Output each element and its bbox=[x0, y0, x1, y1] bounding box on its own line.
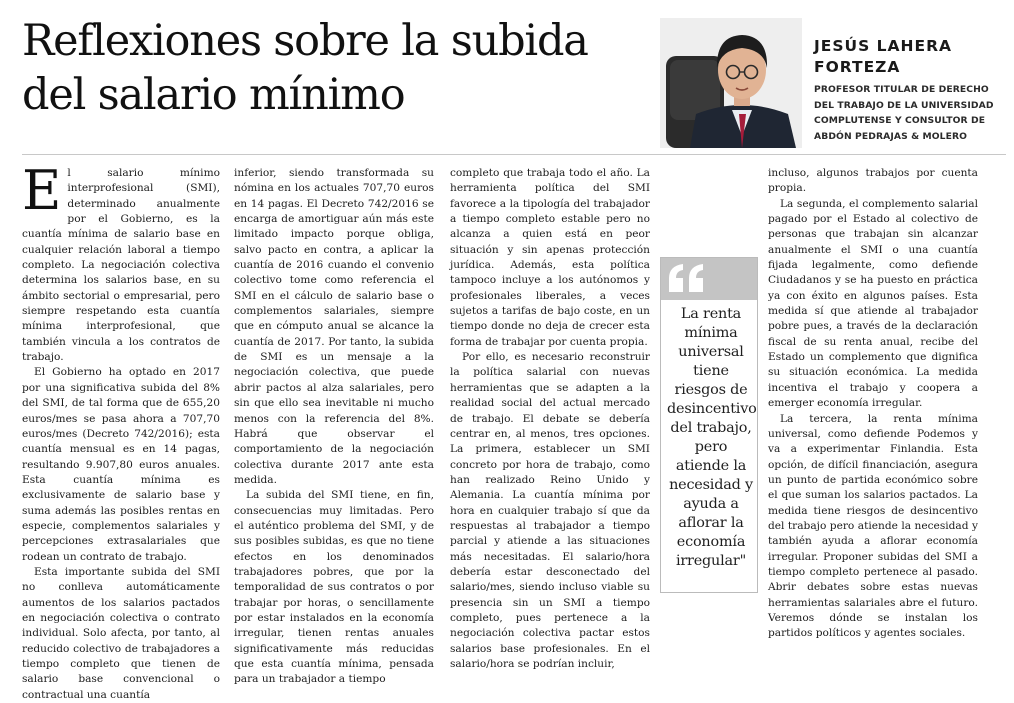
article-paragraph: Esta importante subida del SMI no conlleva automáticamente aumentos de los salarios pactados en negociación colectiva o contrato individual. Solo afecta, por tanto, al reducido colectivo de trabajadores a tiempo completo que tienen de salario base convencional o contractual una cuantía bbox=[22, 565, 220, 701]
article-paragraph: La segunda, el complemento salarial pagado por el Estado al colectivo de personas que trabajan sin alcanzar anualmente el SMI o una cuantía fijada legalmente, como defiende Ciudadanos y se ha puesto en práctica ya con éxito en algunos países. Esta medida sí que atiende al trabajador pobre pues, a través de la declaración fiscal de su renta anual, recibe del Estado un complemento que dignifica su situación económica. La medida incentiva el trabajo y coopera a emerger economía irregular. bbox=[768, 197, 978, 410]
pull-quote bbox=[660, 257, 758, 593]
article-column-2 bbox=[234, 166, 434, 686]
author-title: PROFESOR TITULAR DE DERECHO DEL TRABAJO DE LA UNIVERSIDAD COMPLUTENSE Y CONSULTOR DE ABDÓN PEDRAJAS & MOLERO bbox=[814, 84, 994, 142]
article-paragraph bbox=[22, 159, 220, 365]
article-column-3 bbox=[450, 166, 650, 670]
article-paragraph: Por ello, es necesario reconstruir la política salarial con nuevas herramientas que se adapten a la realidad social del actual mercado de trabajo. El debate se debería centrar en, al menos, tres opciones. La primera, establecer un SMI concreto por hora de trabajo, como han realizado Reino Unido y Alemania. La cuantía mínima por hora en cualquier trabajo sí que da respuestas al trabajador a tiempo parcial y atiende a las situaciones más necesitadas. El salario/hora debería estar desconectado del salario/mes, siendo incluso viable su presencia sin un SMI a tiempo completo, pues pertenece a la negociación colectiva pactar estos salarios base profesionales. En el salario/hora se podrían incluir, bbox=[450, 351, 650, 670]
pull-quote-text: La renta mínima universal tiene riesgos de desincentivo del trabajo, pero atiende la necesidad y ayuda a aflorar la economía irregular" bbox=[667, 306, 757, 569]
paragraph-text: l salario mínimo interprofesional (SMI), determinado anualmente por el Gobierno, es la cuantía mínima de salario base en cualquier relación laboral a tiempo completo. La negociación colectiva determina los salarios base, en su ámbito sectorial o empresarial, pero siempre respetando esta cuantía mínima interprofesional, que también vincula a los contratos de trabajo. bbox=[22, 167, 220, 364]
article-paragraph: incluso, algunos trabajos por cuenta propia. bbox=[768, 167, 978, 195]
drop-cap: E bbox=[22, 159, 62, 222]
article-paragraph: La subida del SMI tiene, en fin, consecuencias muy limitadas. Pero el auténtico problema del SMI, y de sus posibles subidas, es que no tiene efectos en los denominados trabajadores pobres, que por la temporalidad de sus contratos o por trabajar por horas, o sencillamente por estar instalados en la economía irregular, tienen rentas anuales significativamente más reducidas que esta cuantía mínima, pensada para un trabajador a tiempo bbox=[234, 489, 434, 686]
header-divider bbox=[22, 154, 1006, 155]
quote-mark-icon bbox=[661, 258, 757, 300]
article-paragraph: El Gobierno ha optado en 2017 por una significativa subida del 8% del SMI, de tal forma que de 655,20 euros/mes se pasa ahora a 707,70 euros/mes (Decreto 742/2016); esta cuantía mensual es en 14 pagas, resultando 9.907,80 euros anuales. Esta cuantía mínima es exclusivamente de salario base y suma además las posibles rentas en especie, complementos salariales y percepciones extrasalariales que rodean un contrato de trabajo. bbox=[22, 366, 220, 563]
article-column-1 bbox=[22, 159, 220, 701]
author-portrait-photo bbox=[660, 18, 802, 148]
author-portrait-illustration bbox=[660, 18, 802, 148]
article-column-4 bbox=[768, 166, 978, 640]
article-paragraph: inferior, siendo transformada su nómina en los actuales 707,70 euros en 14 pagas. El Decreto 742/2016 se encarga de amortiguar aún más este limitado impacto porque obliga, salvo pacto en contra, a aplicar la cuantía de 2016 cuando el convenio colectivo tome como referencia el SMI en el cálculo de salario base o complementos salariales, siempre que en cómputo anual se alcance la cuantía de 2017. Por tanto, la subida de SMI es un mensaje a la negociación colectiva, que puede abrir pactos al alza salariales, pero sin que ello sea inevitable ni mucho menos con la referencia del 8%. Habrá que observar el comportamiento de la negociación colectiva durante 2017 ante esta medida. bbox=[234, 167, 434, 486]
author-name: JESÚS LAHERA FORTEZA bbox=[814, 37, 953, 76]
article-headline: Reflexiones sobre la subida del salario mínimo bbox=[22, 16, 588, 120]
article-paragraph: La tercera, la renta mínima universal, como defiende Podemos y va a experimentar Finlandia. Esta opción, de difícil financiación, asegura un punto de partida económico sobre el que suman los salarios pactados. La medida tiene riesgos de desincentivo del trabajo pero atiende la necesidad y también ayuda a aflorar economía irregular. Proponer subidas del SMI a tiempo completo pertenece al pasado. Abrir debates sobre estas nuevas herramientas salariales abre el futuro. Veremos dónde se instalan los partidos políticos y agentes sociales. bbox=[768, 412, 978, 640]
article-paragraph: completo que trabaja todo el año. La herramienta política del SMI favorece a la tipología del trabajador a tiempo completo estable pero no alcanza a quien está en peor situación y sin apenas protección jurídica. Además, esta política tampoco incluye a los autónomos y profesionales liberales, a veces sujetos a tarifas de bajo coste, en un tiempo donde no deja de crecer esta forma de trabajar por cuenta propia. bbox=[450, 167, 650, 348]
quote-mark-glyph bbox=[661, 258, 757, 300]
